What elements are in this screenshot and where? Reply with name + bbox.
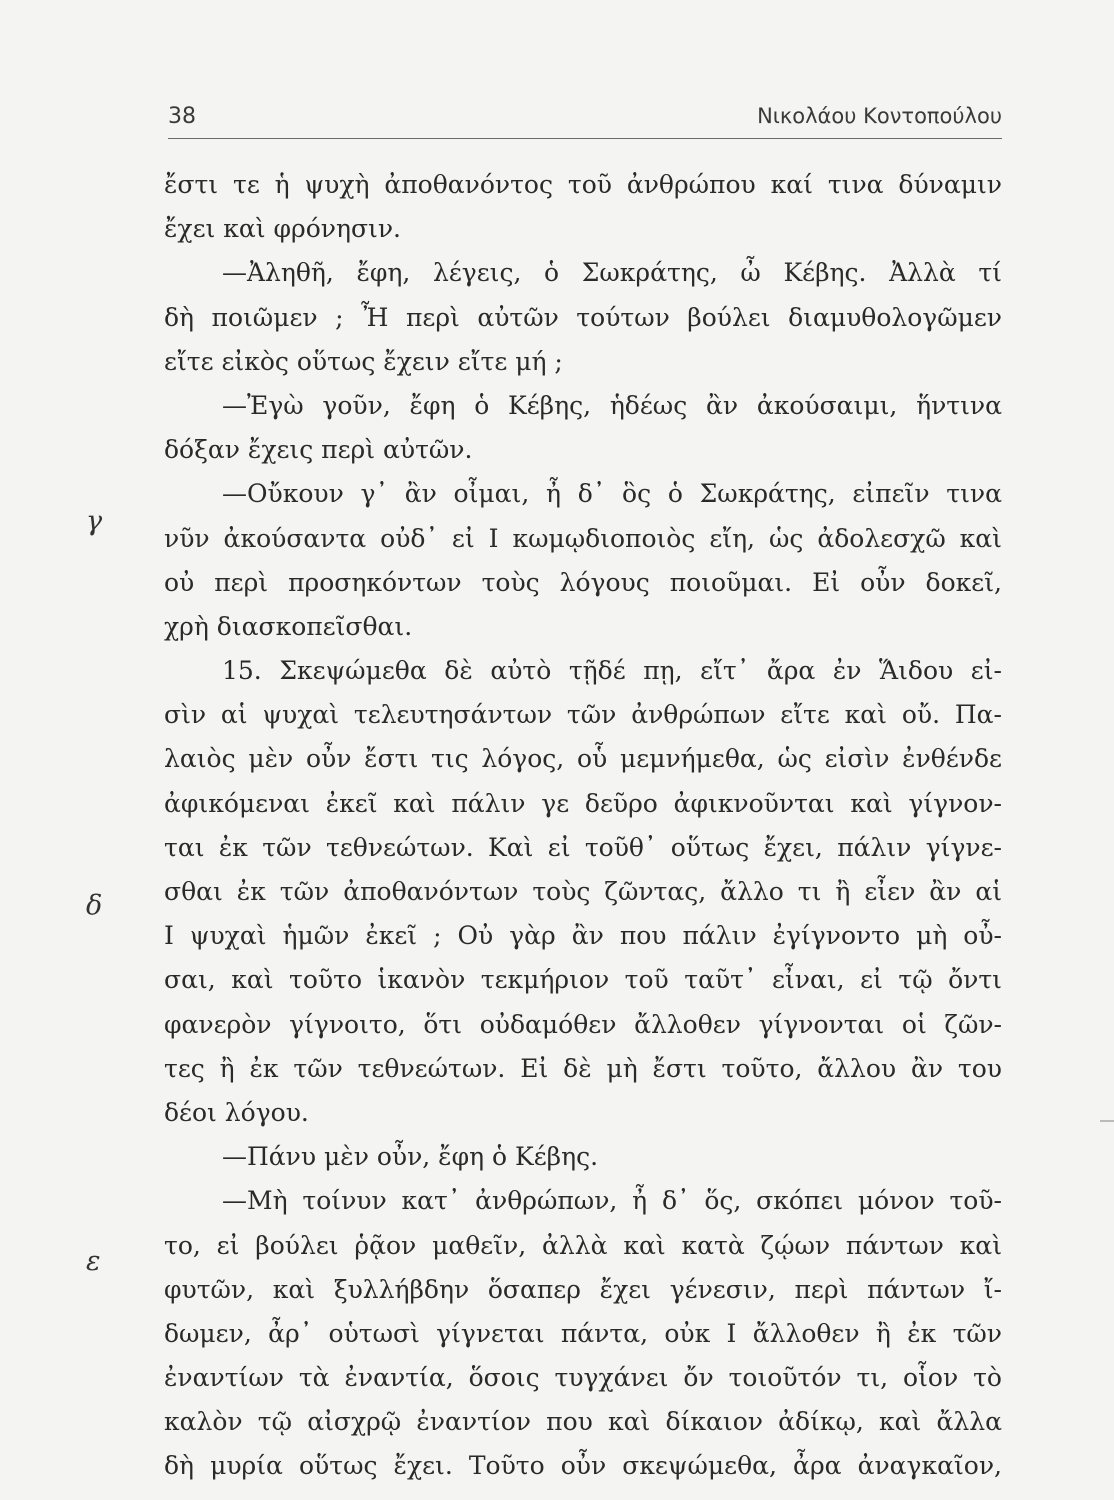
page-header xyxy=(168,104,1002,139)
text-line: φυτῶν, καὶ ξυλλήβδην ὅσαπερ ἔχει γένεσιν, περὶ πάντων ἴ- xyxy=(164,1274,1002,1304)
margin-mark-epsilon: ε xyxy=(86,1246,101,1277)
text-line: ται ἐκ τῶν τεθνεώτων. Καὶ εἰ τοῦθ᾽ οὕτως ἔχει, πάλιν γίγνε- xyxy=(164,832,1002,862)
body-text xyxy=(164,163,1002,1489)
margin-mark-gamma: γ xyxy=(86,506,103,537)
text-line: ἔστι τε ἡ ψυχὴ ἀποθανόντος τοῦ ἀνθρώπου καί τινα δύναμιν xyxy=(164,170,1002,199)
text-line: δωμεν, ἆρ᾽ οὑτωσὶ γίγνεται πάντα, οὐκ Ι ἄλλοθεν ἢ ἐκ τῶν xyxy=(164,1318,1002,1348)
text-line: σαι, καὶ τοῦτο ἱκανὸν τεκμήριον τοῦ ταῦτ᾽ εἶναι, εἰ τῷ ὄντι xyxy=(164,965,1002,995)
section-start-line: 15. Σκεψώμεθα δὲ αὐτὸ τῇδέ πῃ, εἴτ᾽ ἄρα ἐν Ἅιδου εἰ- xyxy=(222,656,1002,686)
text-line: νῦν ἀκούσαντα οὐδ᾽ εἰ Ι κωμῳδιοποιὸς εἴη, ὡς ἀδολεσχῶ καὶ xyxy=(164,523,1002,553)
text-line: δὴ ποιῶμεν ; Ἦ περὶ αὐτῶν τούτων βούλει διαμυθολογῶμεν xyxy=(164,302,1002,332)
text-line: το, εἰ βούλει ῥᾷον μαθεῖν, ἀλλὰ καὶ κατὰ ζῴων πάντων καὶ xyxy=(164,1230,1002,1260)
text-line: χρὴ διασκοπεῖσθαι. xyxy=(164,611,413,641)
text-line: ἔχει καὶ φρόνησιν. xyxy=(164,214,401,244)
page-edge-mark xyxy=(1100,1120,1114,1122)
text-line: —Μὴ τοίνυν κατ᾽ ἀνθρώπων, ἦ δ᾽ ὅς, σκόπει μόνον τοῦ- xyxy=(222,1186,1002,1216)
text-line: —Πάνυ μὲν οὖν, ἔφη ὁ Κέβης. xyxy=(222,1142,599,1172)
text-line: εἴτε εἰκὸς οὕτως ἔχειν εἴτε μή ; xyxy=(164,346,563,376)
page-number: 38 xyxy=(168,104,196,129)
margin-mark-delta: δ xyxy=(86,890,103,921)
text-line: φανερὸν γίγνοιτο, ὅτι οὐδαμόθεν ἄλλοθεν γίγνονται οἱ ζῶν- xyxy=(164,1009,1002,1039)
text-line: —Οὔκουν γ᾽ ἂν οἶμαι, ἦ δ᾽ ὃς ὁ Σωκράτης, εἰπεῖν τινα xyxy=(222,479,1002,509)
text-line: δὴ μυρία οὕτως ἔχει. Τοῦτο οὖν σκεψώμεθα, ἆρα ἀναγκαῖον, xyxy=(164,1451,1002,1481)
text-line: τες ἢ ἐκ τῶν τεθνεώτων. Εἰ δὲ μὴ ἔστι τοῦτο, ἄλλου ἂν του xyxy=(164,1053,1002,1083)
text-line: —Ἀληθῆ, ἔφη, λέγεις, ὁ Σωκράτης, ὦ Κέβης. Ἀλλὰ τί xyxy=(222,258,1002,288)
text-line: δόξαν ἔχεις περὶ αὐτῶν. xyxy=(164,435,473,465)
text-line: ἀφικόμεναι ἐκεῖ καὶ πάλιν γε δεῦρο ἀφικνοῦνται καὶ γίγνον- xyxy=(164,788,1002,818)
text-line: Ι ψυχαὶ ἡμῶν ἐκεῖ ; Οὐ γὰρ ἂν που πάλιν ἐγίγνοντο μὴ οὖ- xyxy=(164,921,1002,951)
running-head: Νικολάου Κοντοπούλου xyxy=(757,104,1002,128)
text-line: οὐ περὶ προσηκόντων τοὺς λόγους ποιοῦμαι. Εἰ οὖν δοκεῖ, xyxy=(164,567,1002,597)
text-line: δέοι λόγου. xyxy=(164,1097,309,1127)
text-line: —Ἐγὼ γοῦν, ἔφη ὁ Κέβης, ἡδέως ἂν ἀκούσαιμι, ἥντινα xyxy=(222,390,1002,420)
text-line: σὶν αἱ ψυχαὶ τελευτησάντων τῶν ἀνθρώπων εἴτε καὶ οὔ. Πα- xyxy=(164,700,1002,730)
text-line: καλὸν τῷ αἰσχρῷ ἐναντίον που καὶ δίκαιον ἀδίκῳ, καὶ ἄλλα xyxy=(164,1407,1002,1437)
text-line: σθαι ἐκ τῶν ἀποθανόντων τοὺς ζῶντας, ἄλλο τι ἢ εἶεν ἂν αἱ xyxy=(164,877,1002,906)
text-line: λαιὸς μὲν οὖν ἔστι τις λόγος, οὗ μεμνήμεθα, ὡς εἰσὶν ἐνθένδε xyxy=(164,744,1002,774)
text-line: ἐναντίων τὰ ἐναντία, ὅσοις τυγχάνει ὄν τοιοῦτόν τι, οἷον τὸ xyxy=(164,1363,1002,1393)
